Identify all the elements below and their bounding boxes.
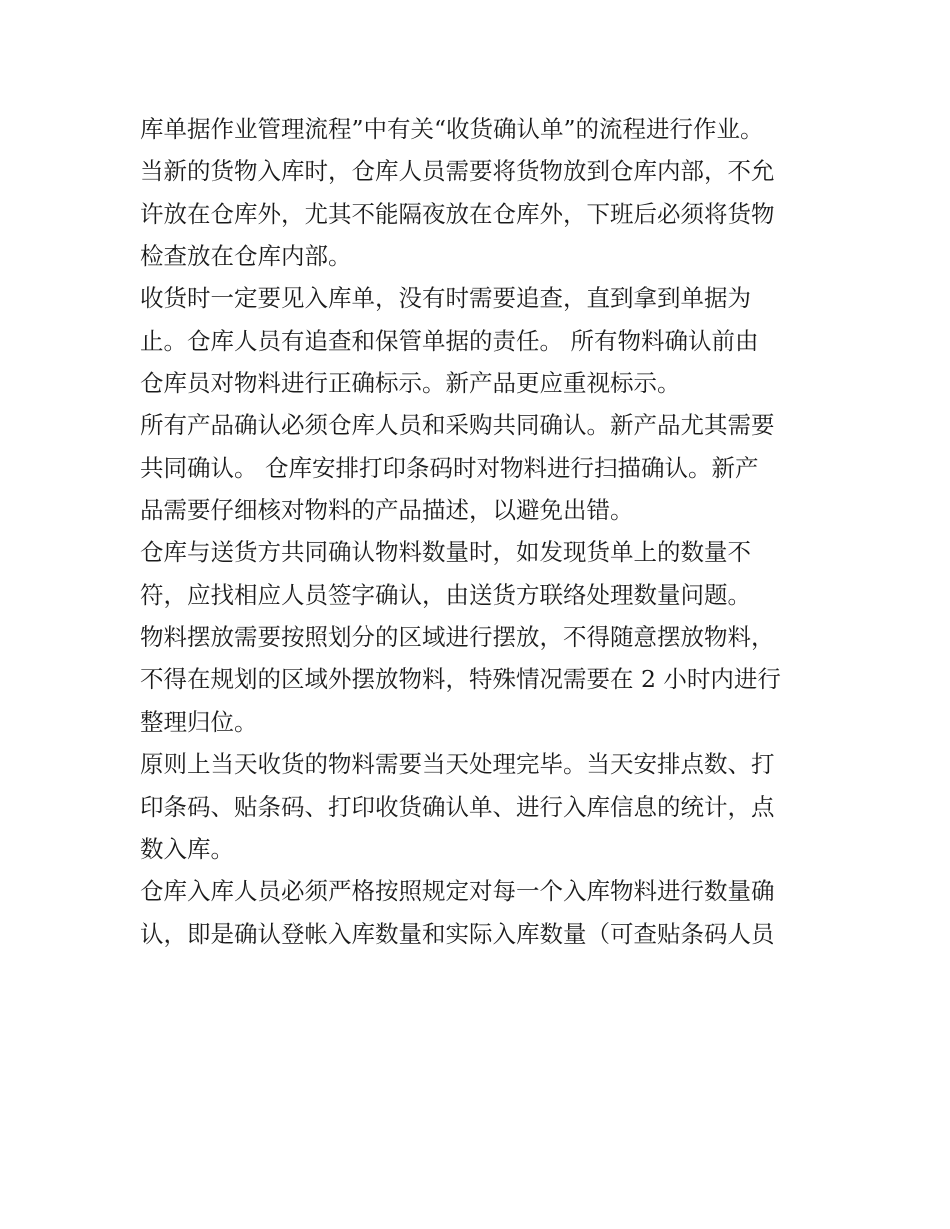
text-line: 收货时一定要见入库单，没有时需要追查，直到拿到单据为 <box>140 284 751 313</box>
text-line: 品需要仔细核对物料的产品描述，以避免出错。 <box>140 496 634 525</box>
text-line: 仓库入库人员必须严格按照规定对每一个入库物料进行数量确 <box>140 877 775 906</box>
text-line: 原则上当天收货的物料需要当天处理完毕。当天安排点数、打 <box>140 750 775 779</box>
text-line: 物料摆放需要按照划分的区域进行摆放，不得随意摆放物料， <box>140 623 775 652</box>
text-line: 不得在规划的区域外摆放物料，特殊情况需要在 2 小时内进行 <box>140 665 781 694</box>
text-line: 整理归位。 <box>140 707 258 736</box>
text-line: 印条码、贴条码、打印收货确认单、进行入库信息的统计，点 <box>140 792 775 821</box>
text-line: 所有产品确认必须仓库人员和采购共同确认。新产品尤其需要 <box>140 411 775 440</box>
text-line: 共同确认。 仓库安排打印条码时对物料进行扫描确认。新产 <box>140 453 759 482</box>
text-line: 当新的货物入库时，仓库人员需要将货物放到仓库内部，不允 <box>140 157 775 186</box>
text-line: 库单据作业管理流程”中有关“收货确认单”的流程进行作业。 <box>140 115 764 143</box>
text-line: 仓库与送货方共同确认物料数量时，如发现货单上的数量不 <box>140 538 751 567</box>
text-line: 符，应找相应人员签字确认，由送货方联络处理数量问题。 <box>140 580 751 609</box>
document-body <box>140 108 820 955</box>
text-line: 检查放在仓库内部。 <box>140 242 352 271</box>
text-line: 仓库员对物料进行正确标示。新产品更应重视标示。 <box>140 369 681 398</box>
text-line: 数入库。 <box>140 834 234 863</box>
text-line: 止。仓库人员有追查和保管单据的责任。 所有物料确认前由 <box>140 326 759 355</box>
text-line: 许放在仓库外，尤其不能隔夜放在仓库外，下班后必须将货物 <box>140 199 775 228</box>
text-line: 认，即是确认登帐入库数量和实际入库数量（可查贴条码人员 <box>140 919 775 948</box>
